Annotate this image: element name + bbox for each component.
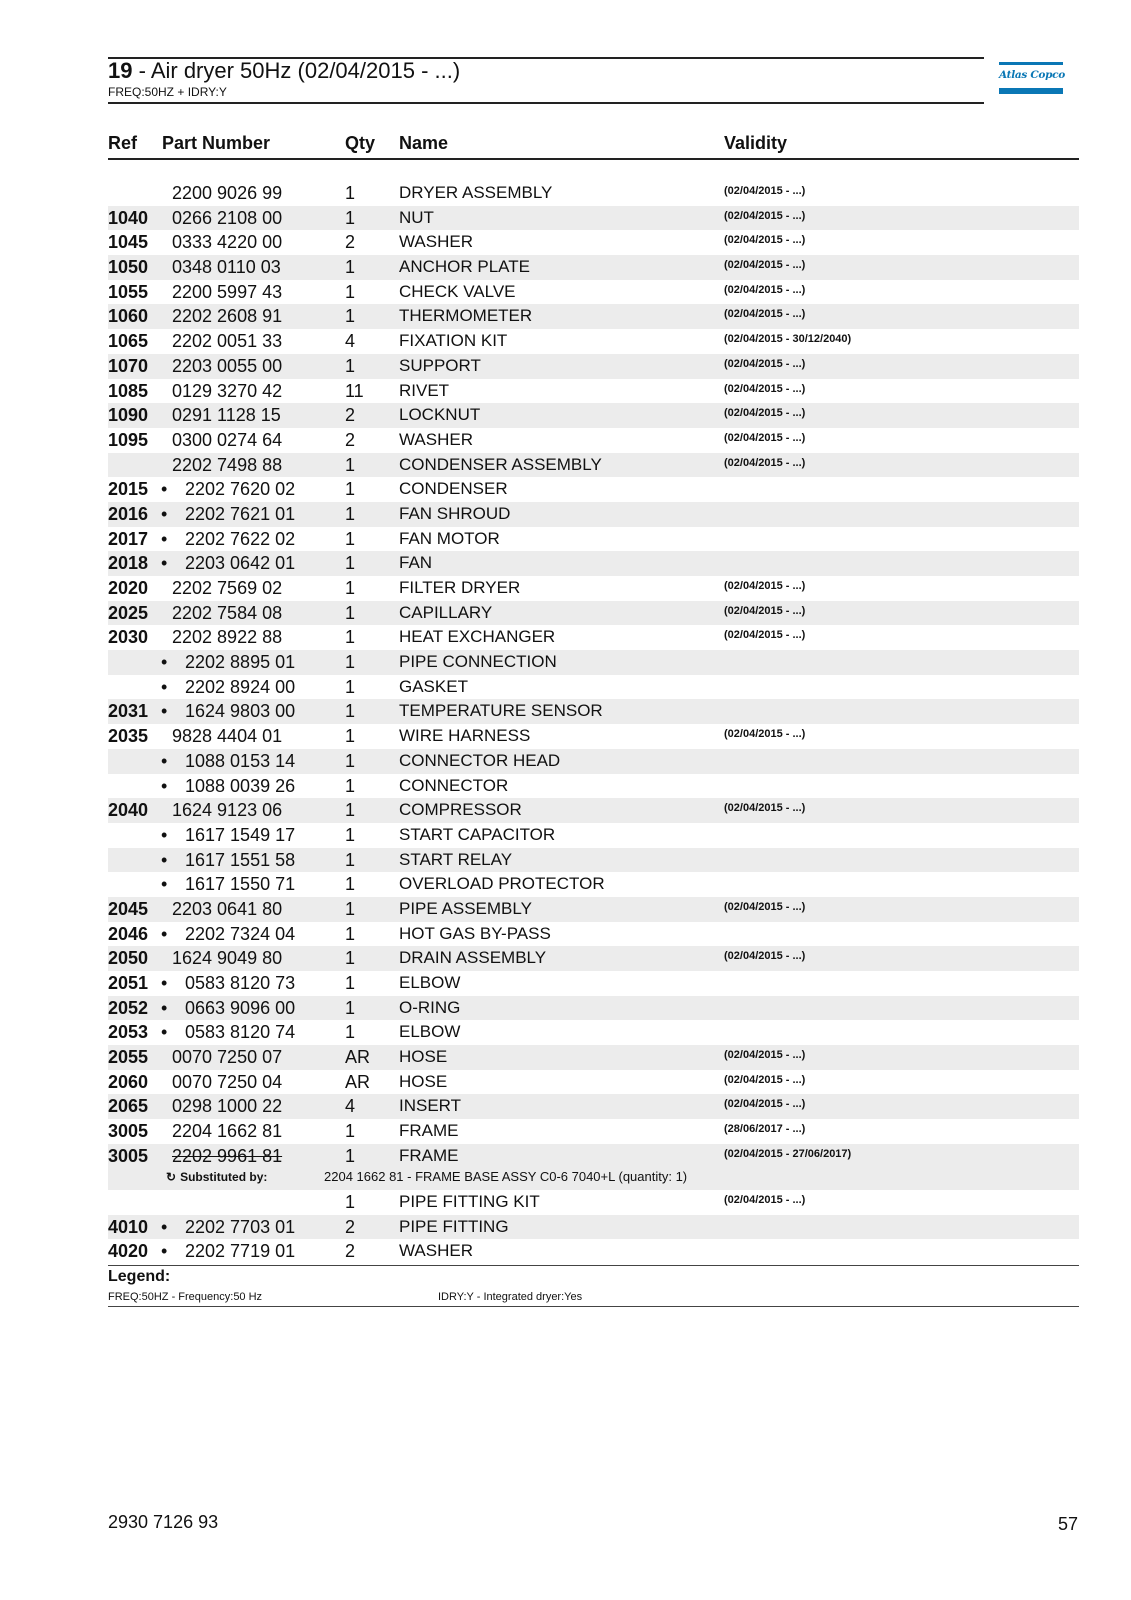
row-validity: (02/04/2015 - ...) [724, 950, 806, 963]
row-name: COMPRESSOR [399, 800, 522, 820]
row-part-number: 0129 3270 42 [172, 380, 283, 401]
table-row [108, 1215, 1079, 1240]
row-part-number: 0298 1000 22 [172, 1096, 283, 1117]
row-ref: 1040 [108, 207, 149, 228]
section-number: 19 [108, 58, 133, 83]
row-part-number: 2202 8922 88 [172, 627, 283, 648]
table-row [108, 477, 1079, 502]
row-validity: (02/04/2015 - ...) [724, 629, 806, 642]
row-validity: (02/04/2015 - ...) [724, 382, 806, 395]
table-row [108, 971, 1079, 996]
row-qty: 1 [345, 183, 356, 203]
row-name: DRYER ASSEMBLY [399, 183, 553, 202]
row-part-number: 1088 0153 14 [185, 750, 296, 771]
row-qty: 1 [345, 824, 356, 845]
row-bullet-icon: • [161, 701, 168, 722]
table-row [108, 823, 1079, 848]
row-qty: 1 [345, 726, 356, 747]
column-header-rule [108, 158, 1079, 160]
row-name: GASKET [399, 676, 468, 696]
row-ref: 2053 [108, 1022, 149, 1043]
row-part-number: 2202 7584 08 [172, 602, 283, 623]
row-part-number: 2202 8924 00 [185, 676, 296, 697]
row-ref: 2031 [108, 701, 149, 722]
row-name: CONDENSER ASSEMBLY [399, 454, 602, 474]
row-name: CONNECTOR HEAD [399, 750, 561, 770]
row-bullet-icon: • [161, 997, 168, 1018]
row-name: FAN SHROUD [399, 503, 511, 523]
table-row [108, 280, 1079, 305]
row-part-number: 2202 7569 02 [172, 578, 283, 598]
row-name: WIRE HARNESS [399, 726, 531, 746]
table-row [108, 1070, 1079, 1095]
table-row [108, 1045, 1079, 1070]
row-ref: 1050 [108, 257, 149, 278]
row-name: WASHER [399, 232, 473, 252]
atlas-copco-logo-icon [999, 62, 1063, 94]
table-row [108, 428, 1079, 453]
row-qty: 1 [345, 775, 356, 796]
row-qty: 1 [345, 503, 356, 524]
row-qty: 1 [345, 528, 356, 549]
section-title: - Air dryer 50Hz (02/04/2015 - ...) [132, 58, 461, 83]
table-row [108, 206, 1079, 231]
row-part-number: 0663 9096 00 [185, 997, 296, 1018]
table-row [108, 625, 1079, 650]
table-row [108, 699, 1079, 724]
row-part-number: 2202 9961 81 [172, 1145, 283, 1166]
row-qty: 1 [345, 800, 356, 821]
row-name: SUPPORT [399, 355, 481, 375]
row-qty: 1 [345, 553, 356, 574]
row-ref: 2015 [108, 479, 149, 500]
row-validity: (02/04/2015 - ...) [724, 407, 806, 420]
table-row [108, 527, 1079, 552]
row-ref: 2018 [108, 553, 149, 574]
row-part-number: 0266 2108 00 [172, 207, 283, 228]
row-part-number: 2204 1662 81 [172, 1121, 283, 1142]
row-ref: 1055 [108, 281, 149, 302]
legend-top-rule [108, 1265, 1079, 1266]
row-validity: (28/06/2017 - ...) [724, 1123, 806, 1136]
row-ref: 2060 [108, 1071, 149, 1092]
row-name: CAPILLARY [399, 602, 493, 622]
table-row [108, 946, 1079, 971]
table-row [108, 329, 1079, 354]
row-validity: (02/04/2015 - ...) [724, 259, 806, 272]
row-ref: 1065 [108, 331, 149, 352]
row-name: DRAIN ASSEMBLY [399, 948, 547, 968]
row-name: PIPE FITTING KIT [399, 1191, 540, 1211]
row-part-number: 1617 1550 71 [185, 874, 296, 895]
row-validity: (02/04/2015 - ...) [724, 456, 806, 469]
row-name: START CAPACITOR [399, 824, 556, 844]
row-ref: 3005 [108, 1121, 149, 1142]
row-part-number: 1624 9123 06 [172, 800, 283, 821]
row-qty: 1 [345, 849, 356, 870]
row-part-number: 1624 9049 80 [172, 948, 283, 969]
table-row [108, 1020, 1079, 1045]
row-qty: 4 [345, 331, 356, 352]
row-name: PIPE CONNECTION [399, 652, 557, 672]
row-qty: AR [345, 1071, 371, 1092]
table-row [108, 1119, 1079, 1144]
row-ref: 2065 [108, 1096, 149, 1117]
row-qty: 1 [345, 1145, 356, 1166]
legend-item-idry: IDRY:Y - Integrated dryer:Yes [438, 1291, 583, 1303]
row-name: CONNECTOR [399, 775, 509, 795]
row-qty: 1 [345, 306, 356, 327]
row-qty: 1 [345, 750, 356, 771]
table-row [108, 848, 1079, 873]
row-bullet-icon: • [161, 528, 168, 549]
table-row [108, 304, 1079, 329]
page-title [108, 58, 460, 84]
row-validity: (02/04/2015 - ...) [724, 728, 806, 741]
footer-page-number: 57 [1058, 1514, 1079, 1534]
substituted-by-label [166, 1170, 267, 1184]
row-ref: 2040 [108, 800, 149, 821]
row-part-number: 2202 7620 02 [185, 479, 296, 500]
substituted-by-text: Substituted by: [180, 1169, 268, 1184]
row-qty: 1 [345, 479, 356, 500]
row-qty: 11 [345, 380, 364, 401]
row-validity: (02/04/2015 - ...) [724, 1073, 806, 1086]
row-ref: 2025 [108, 602, 149, 623]
row-validity: (02/04/2015 - ...) [724, 1049, 806, 1062]
table-row [108, 798, 1079, 823]
row-qty: 2 [345, 405, 356, 426]
row-part-number: 2202 7621 01 [185, 503, 296, 524]
table-row [108, 922, 1079, 947]
table-row [108, 1094, 1079, 1119]
row-qty: 2 [345, 1241, 356, 1262]
logo-wordmark: Atlas Copco [999, 69, 1065, 81]
row-part-number: 1617 1549 17 [185, 824, 296, 845]
row-part-number: 2202 7703 01 [185, 1216, 296, 1237]
row-qty: 1 [345, 898, 356, 919]
row-part-number: 2202 0051 33 [172, 331, 283, 352]
row-qty: 1 [345, 355, 356, 376]
legend-item-freq: FREQ:50HZ - Frequency:50 Hz [108, 1291, 263, 1303]
row-qty: 1 [345, 1022, 356, 1043]
row-validity: (02/04/2015 - ...) [724, 900, 806, 913]
row-part-number: 2202 7622 02 [185, 528, 296, 549]
legend-title: Legend: [108, 1268, 171, 1285]
row-qty: 1 [345, 1191, 356, 1212]
row-bullet-icon: • [161, 750, 168, 771]
row-ref: 2045 [108, 898, 149, 919]
substitution-detail: 2204 1662 81 - FRAME BASE ASSY C0-6 7040+L (quantity: 1) [324, 1168, 688, 1184]
row-validity: (02/04/2015 - ...) [724, 283, 806, 296]
row-part-number: 2203 0055 00 [172, 355, 283, 376]
row-validity: (02/04/2015 - ...) [724, 604, 806, 617]
row-qty: 1 [345, 578, 356, 598]
row-bullet-icon: • [161, 1216, 168, 1237]
row-ref: 1070 [108, 355, 149, 376]
row-qty: 1 [345, 948, 356, 969]
row-name: WASHER [399, 1241, 473, 1261]
row-name: LOCKNUT [399, 405, 481, 425]
row-validity: (02/04/2015 - 27/06/2017) [724, 1147, 852, 1160]
table-row [108, 230, 1079, 255]
col-header-name: Name [399, 133, 449, 153]
row-part-number: 2203 0641 80 [172, 898, 283, 919]
row-validity: (02/04/2015 - ...) [724, 431, 806, 444]
row-qty: 1 [345, 454, 356, 475]
row-name: RIVET [399, 380, 450, 400]
row-name: PIPE FITTING [399, 1216, 509, 1236]
row-part-number: 2202 7719 01 [185, 1241, 296, 1262]
parts-table [108, 181, 1079, 1264]
table-row [108, 996, 1079, 1021]
row-part-number: 1617 1551 58 [185, 849, 296, 870]
table-row [108, 1144, 1079, 1190]
row-validity: (02/04/2015 - ...) [724, 357, 806, 370]
row-name: ELBOW [399, 973, 461, 992]
row-qty: 1 [345, 652, 356, 673]
row-qty: 1 [345, 281, 356, 302]
row-name: TEMPERATURE SENSOR [399, 701, 603, 721]
table-row [108, 453, 1079, 478]
header-bottom-rule [108, 102, 984, 104]
row-ref: 1085 [108, 380, 149, 401]
row-bullet-icon: • [161, 973, 168, 993]
table-row [108, 749, 1079, 774]
footer-doc-number: 2930 7126 93 [108, 1512, 219, 1532]
table-row [108, 1190, 1079, 1215]
row-bullet-icon: • [161, 652, 168, 673]
row-part-number: 0348 0110 03 [172, 257, 281, 278]
table-row [108, 897, 1079, 922]
row-ref: 2016 [108, 503, 149, 524]
row-name: HOSE [399, 1047, 448, 1067]
row-part-number: 2200 5997 43 [172, 281, 283, 302]
row-part-number: 0300 0274 64 [172, 429, 283, 450]
row-ref: 2051 [108, 973, 149, 993]
row-name: CONDENSER [399, 479, 508, 499]
row-qty: 1 [345, 923, 356, 944]
row-name: INSERT [399, 1096, 462, 1116]
row-qty: 1 [345, 973, 356, 993]
row-part-number: 0070 7250 04 [172, 1071, 283, 1092]
row-name: PIPE ASSEMBLY [399, 898, 532, 918]
row-ref: 4020 [108, 1241, 149, 1262]
row-ref: 2035 [108, 726, 149, 747]
row-part-number: 9828 4404 01 [172, 726, 283, 747]
row-name: O-RING [399, 997, 461, 1017]
row-bullet-icon: • [161, 775, 168, 796]
table-row [108, 502, 1079, 527]
row-name: OVERLOAD PROTECTOR [399, 874, 605, 894]
row-part-number: 2202 7324 04 [185, 923, 296, 944]
table-row [108, 1239, 1079, 1264]
table-row [108, 181, 1079, 206]
row-validity: (02/04/2015 - ...) [724, 1193, 806, 1206]
table-row [108, 650, 1079, 675]
row-qty: 4 [345, 1096, 356, 1117]
row-name: ANCHOR PLATE [399, 257, 530, 277]
row-bullet-icon: • [161, 1022, 168, 1043]
row-qty: 2 [345, 429, 356, 450]
table-row [108, 379, 1079, 404]
refresh-icon: ↻ [166, 1169, 177, 1184]
row-validity: (02/04/2015 - ...) [724, 1098, 806, 1111]
row-validity: (02/04/2015 - ...) [724, 580, 806, 592]
row-name: FAN MOTOR [399, 528, 500, 548]
row-qty: 1 [345, 257, 356, 278]
row-part-number: 0333 4220 00 [172, 232, 283, 253]
row-bullet-icon: • [161, 874, 168, 895]
row-qty: 2 [345, 1216, 356, 1237]
row-part-number: 0583 8120 73 [185, 973, 296, 993]
row-bullet-icon: • [161, 923, 168, 944]
legend-bottom-rule [108, 1306, 1079, 1307]
row-part-number: 2202 8895 01 [185, 652, 296, 673]
row-qty: 2 [345, 232, 356, 253]
table-row [108, 724, 1079, 749]
table-row [108, 774, 1079, 799]
col-header-validity: Validity [724, 133, 788, 153]
row-part-number: 0070 7250 07 [172, 1047, 283, 1068]
row-part-number: 1624 9803 00 [185, 701, 296, 722]
row-qty: 1 [345, 874, 356, 895]
row-name: ELBOW [399, 1022, 461, 1042]
table-row [108, 255, 1079, 280]
row-name: HEAT EXCHANGER [399, 627, 556, 647]
row-bullet-icon: • [161, 553, 168, 574]
row-bullet-icon: • [161, 676, 168, 697]
row-bullet-icon: • [161, 479, 168, 500]
row-ref: 1060 [108, 306, 149, 327]
row-qty: 1 [345, 602, 356, 623]
row-bullet-icon: • [161, 1241, 168, 1262]
row-validity: (02/04/2015 - ...) [724, 234, 806, 247]
table-row [108, 576, 1079, 601]
row-ref: 1045 [108, 232, 149, 253]
row-ref: 2046 [108, 923, 149, 944]
row-part-number: 2203 0642 01 [185, 553, 296, 574]
row-ref: 1095 [108, 429, 149, 450]
row-part-number: 2202 2608 91 [172, 306, 283, 327]
page-subtitle: FREQ:50HZ + IDRY:Y [108, 85, 227, 99]
row-part-number: 2202 7498 88 [172, 454, 283, 475]
row-part-number: 0291 1128 15 [172, 405, 281, 426]
row-qty: 1 [345, 1121, 356, 1142]
row-qty: 1 [345, 676, 356, 697]
row-name: FIXATION KIT [399, 331, 508, 351]
row-ref: 2052 [108, 997, 149, 1018]
row-bullet-icon: • [161, 824, 168, 845]
row-name: CHECK VALVE [399, 281, 516, 301]
row-validity: (02/04/2015 - ...) [724, 802, 806, 815]
row-validity: (02/04/2015 - ...) [724, 308, 806, 321]
row-bullet-icon: • [161, 503, 168, 524]
row-part-number: 1088 0039 26 [185, 775, 296, 796]
row-ref: 2017 [108, 528, 149, 549]
row-ref: 2030 [108, 627, 149, 648]
row-validity: (02/04/2015 - ...) [724, 209, 806, 222]
row-qty: 1 [345, 207, 356, 228]
row-ref: 3005 [108, 1145, 149, 1166]
row-name: THERMOMETER [399, 306, 533, 326]
row-ref: 2020 [108, 578, 149, 598]
table-row [108, 675, 1079, 700]
row-validity: (02/04/2015 - 30/12/2040) [724, 333, 852, 346]
row-bullet-icon: • [161, 849, 168, 870]
row-name: FILTER DRYER [399, 578, 521, 597]
col-header-part-number: Part Number [162, 133, 271, 153]
row-qty: 1 [345, 627, 356, 648]
table-row [108, 403, 1079, 428]
row-qty: 1 [345, 997, 356, 1018]
table-row [108, 354, 1079, 379]
table-row [108, 551, 1079, 576]
col-header-qty: Qty [345, 133, 376, 153]
row-validity: (02/04/2015 - ...) [724, 185, 806, 197]
row-ref: 1090 [108, 405, 149, 426]
col-header-ref: Ref [108, 133, 138, 153]
row-name: FRAME [399, 1145, 459, 1165]
row-name: HOT GAS BY-PASS [399, 923, 551, 943]
row-part-number: 0583 8120 74 [185, 1022, 296, 1043]
row-ref: 4010 [108, 1216, 149, 1237]
row-name: START RELAY [399, 849, 513, 869]
row-name: FRAME [399, 1121, 459, 1141]
row-ref: 2050 [108, 948, 149, 969]
row-ref: 2055 [108, 1047, 149, 1068]
row-name: FAN [399, 553, 433, 573]
row-name: HOSE [399, 1071, 448, 1091]
row-qty: AR [345, 1047, 371, 1068]
row-part-number: 2200 9026 99 [172, 183, 283, 203]
row-name: NUT [399, 207, 434, 227]
table-row [108, 872, 1079, 897]
table-row [108, 601, 1079, 626]
row-qty: 1 [345, 701, 356, 722]
row-name: WASHER [399, 429, 473, 449]
